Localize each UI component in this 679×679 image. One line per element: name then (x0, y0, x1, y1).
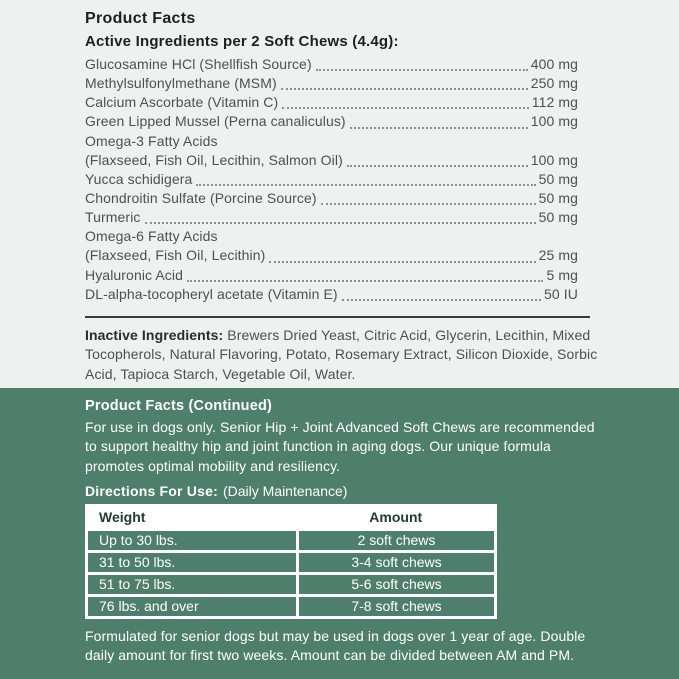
inactive-ingredients-label: Inactive Ingredients: (85, 326, 224, 343)
dosage-table (85, 504, 497, 619)
amount-cell: 7-8 soft chews (298, 595, 496, 617)
dotted-leader (282, 107, 528, 109)
ingredient-row (85, 209, 578, 228)
ingredient-name: Omega-3 Fatty Acids (85, 132, 218, 149)
ingredient-name: (Flaxseed, Fish Oil, Lecithin) (85, 247, 266, 264)
ingredient-row (85, 152, 578, 171)
ingredient-amount: 50 IU (544, 285, 578, 302)
dotted-leader (350, 127, 528, 129)
ingredient-row (85, 113, 578, 132)
ingredient-row (85, 75, 578, 94)
ingredient-amount: 50 mg (538, 170, 578, 187)
dosage-table-row (87, 529, 496, 551)
usage-intro-text: For use in dogs only. Senior Hip + Joint Advanced Soft Chews are recommended to support healthy hip and joint function in aging dogs. Our unique formula promotes optimal mobility and resiliency. (85, 419, 595, 474)
dotted-leader (269, 261, 535, 263)
ingredient-amount: 100 mg (530, 151, 578, 168)
dotted-leader (196, 184, 535, 186)
directions-note: (Daily Maintenance) (222, 482, 348, 499)
dosage-table-row (87, 573, 496, 595)
ingredient-row (85, 190, 578, 209)
weight-cell: 51 to 75 lbs. (87, 573, 298, 595)
continued-title: Product Facts (Continued) (85, 398, 273, 414)
ingredient-name: Calcium Ascorbate (Vitamin C) (85, 94, 279, 111)
ingredient-name: DL-alpha-tocopheryl acetate (Vitamin E) (85, 285, 338, 302)
divider-rule (85, 316, 590, 318)
ingredient-amount: 400 mg (530, 56, 578, 72)
dosage-table-body (87, 529, 496, 617)
ingredient-name: Chondroitin Sulfate (Porcine Source) (85, 189, 317, 206)
dosage-footer-text: Formulated for senior dogs but may be used in dogs over 1 year of age. Double daily amount for first two weeks. Amount can be divided between AM and PM. (85, 627, 586, 664)
product-facts-title: Product Facts (85, 10, 196, 27)
amount-cell: 2 soft chews (298, 529, 496, 551)
dotted-leader (321, 203, 536, 205)
weight-cell: 76 lbs. and over (87, 595, 298, 617)
ingredient-amount: 50 mg (538, 209, 578, 226)
ingredient-name: Hyaluronic Acid (85, 266, 183, 283)
ingredient-amount: 5 mg (546, 266, 578, 283)
active-ingredients-list (85, 56, 578, 305)
amount-cell: 3-4 soft chews (298, 551, 496, 573)
ingredient-amount: 112 mg (531, 94, 578, 111)
ingredient-name: Turmeric (85, 209, 141, 226)
directions-label: Directions For Use: (85, 482, 218, 499)
dotted-leader (347, 165, 528, 167)
ingredient-amount: 100 mg (530, 113, 578, 130)
ingredient-amount: 250 mg (530, 75, 578, 92)
ingredient-name: Green Lipped Mussel (Perna canaliculus) (85, 113, 346, 130)
dotted-leader (316, 69, 528, 71)
dotted-leader (187, 280, 543, 282)
ingredient-name: Glucosamine HCl (Shellfish Source) (85, 56, 312, 72)
ingredient-row (85, 94, 578, 113)
ingredient-row (85, 247, 578, 266)
ingredient-amount: 50 mg (538, 189, 578, 206)
ingredient-row (85, 171, 578, 190)
ingredient-name: (Flaxseed, Fish Oil, Lecithin, Salmon Oil) (85, 151, 343, 168)
dosage-table-row (87, 551, 496, 573)
active-ingredients-heading: Active Ingredients per 2 Soft Chews (4.4g): (85, 33, 399, 50)
dotted-leader (342, 299, 541, 301)
ingredient-row (85, 267, 578, 286)
inactive-ingredients (85, 326, 620, 385)
amount-column-header: Amount (298, 505, 496, 529)
ingredient-name: Omega-6 Fatty Acids (85, 228, 218, 245)
directions-for-use (85, 483, 679, 499)
dotted-leader (281, 88, 528, 90)
amount-cell: 5-6 soft chews (298, 573, 496, 595)
dosage-table-header (87, 505, 496, 529)
ingredient-name: Yucca schidigera (85, 170, 193, 187)
product-facts-continued-section (0, 388, 679, 679)
weight-cell: 31 to 50 lbs. (87, 551, 298, 573)
inactive-ingredients-text: Brewers Dried Yeast, Citric Acid, Glycerin, Lecithin, Mixed Tocopherols, Natural Flavoring, Potato, Rosemary Extract, Silicon Dioxide, Sorbic Acid, Tapioca Starch, Vegetable Oil, Water. (85, 326, 598, 382)
ingredient-amount: 25 mg (538, 247, 578, 264)
weight-cell: Up to 30 lbs. (87, 529, 298, 551)
dotted-leader (145, 222, 536, 224)
ingredient-row (85, 56, 578, 75)
ingredient-row (85, 228, 578, 247)
weight-column-header: Weight (87, 505, 298, 529)
ingredient-name: Methylsulfonylmethane (MSM) (85, 75, 277, 92)
ingredient-row (85, 133, 578, 152)
dosage-table-row (87, 595, 496, 617)
dosage-header-row (87, 505, 496, 529)
ingredient-row (85, 286, 578, 305)
